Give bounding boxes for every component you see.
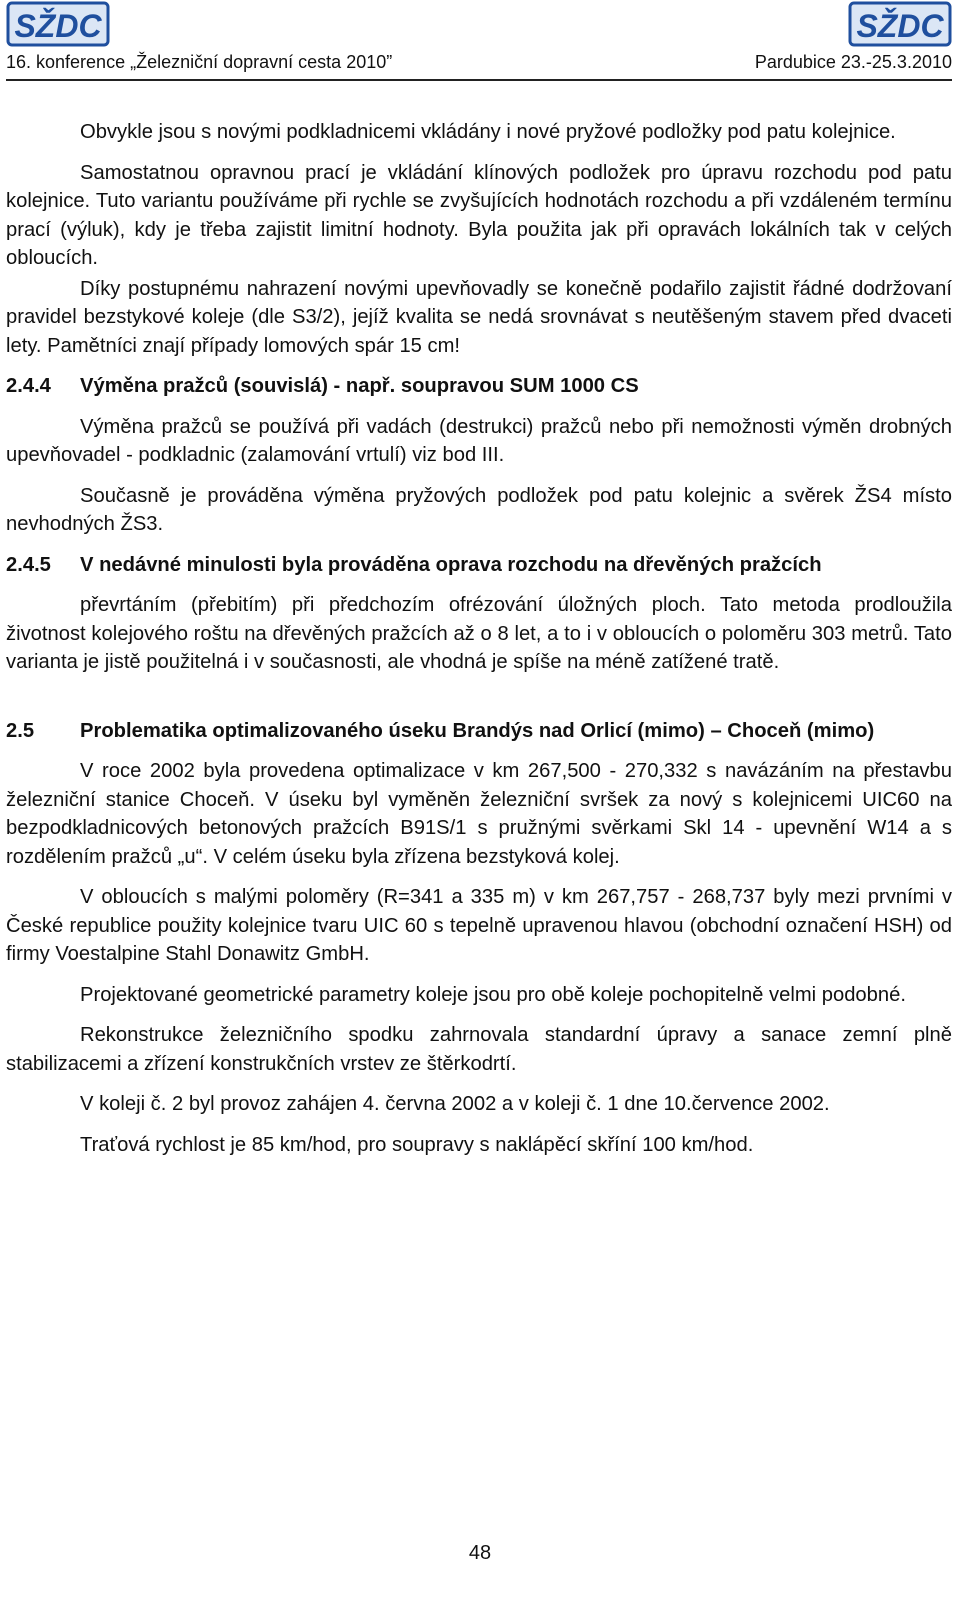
section-number: 2.4.5 bbox=[6, 553, 51, 576]
section-title: V nedávné minulosti byla prováděna oprava rozchodu na dřevěných pražcích bbox=[80, 553, 822, 576]
paragraph: Traťová rychlost je 85 km/hod, pro soupravy s naklápěcí skříní 100 km/hod. bbox=[80, 1133, 754, 1156]
page-header bbox=[6, 0, 952, 86]
section-number: 2.4.4 bbox=[6, 375, 51, 397]
header-divider bbox=[6, 79, 952, 81]
conference-date: Pardubice 23.-25.3.2010 bbox=[754, 52, 952, 72]
paragraph: Samostatnou opravnou prací je vkládání klínových podložek pro úpravu rozchodu pod patu kolejnice. Tuto variantu používáme při rychle se zvyšujících hodnotách rozchodu a při vzdáleném termínu prací (výluk), kdy je třeba zajistit limitní hodnoty. Byla použita jak při opravách lokálních tak v celých obloucích. bbox=[6, 161, 952, 269]
paragraph: Obvykle jsou s novými podkladnicemi vkládány i nové pryžové podložky pod patu kolejnice. bbox=[80, 121, 896, 143]
section-heading bbox=[6, 551, 952, 580]
section-title: Problematika optimalizovaného úseku Brandýs nad Orlicí (mimo) – Choceň (mimo) bbox=[80, 719, 875, 742]
szdc-logo-left bbox=[6, 0, 110, 48]
section-number: 2.5 bbox=[6, 719, 35, 742]
paragraph: převrtáním (přebitím) při předchozím ofrézování úložných ploch. Tato metoda prodloužila životnost kolejového roštu na dřevěných pražcích až o 8 let, a to i v obloucích o poloměru 303 metrů. Tato varianta je jistě použitelná i v současnosti, ale vhodná je spíše na méně zatížené tratě. bbox=[6, 594, 952, 673]
paragraph: V obloucích s malými poloměry (R=341 a 335 m) v km 267,757 - 268,737 byly mezi prvními v České republice použity kolejnice tvaru UIC 60 s tepelně upravenou hlavou (obchodní označení HSH) od firmy Voestalpine Stahl Donawitz GmbH. bbox=[6, 886, 952, 965]
section-title: Výměna pražců (souvislá) - např. soupravou SUM 1000 CS bbox=[80, 375, 639, 397]
paragraph: V roce 2002 byla provedena optimalizace v km 267,500 - 270,332 s navázáním na přestavbu železniční stanice Choceň. V úseku byl vyměněn železniční svršek za nový s kolejnicemi UIC60 na bezpodkladnicových betonových pražcích B91S/1 s pružnými svěrkami Skl 14 - upevnění W14 a s rozdělením pražců „u“. V celém úseku byla zřízena bezstyková kolej. bbox=[6, 760, 952, 868]
conference-title: 16. konference „Železniční dopravní cesta 2010” bbox=[6, 52, 393, 72]
spacer bbox=[6, 689, 952, 707]
page-number: 48 bbox=[468, 1542, 492, 1564]
document-body bbox=[6, 118, 952, 1171]
paragraph: Výměna pražců se používá při vadách (destrukci) pražců nebo při nemožnosti výměn drobných upevňovadel - podkladnic (zalamování vrtulí) viz bod III. bbox=[6, 415, 952, 466]
paragraph: Rekonstrukce železničního spodku zahrnovala standardní úpravy a sanace zemní plně stabilizacemi a zřízení konstrukčních vrstev ze štěrkodrtí. bbox=[6, 1024, 952, 1075]
paragraph: Díky postupnému nahrazení novými upevňovadly se konečně podařilo zajistit řádné dodržovaní pravidel bezstykové koleje (dle S3/2), jejíž kvalita se nedá srovnávat s neutěšeným stavem před dvaceti lety. Pamětníci znají případy lomových spár 15 cm! bbox=[6, 277, 952, 357]
logo-text: SŽDC bbox=[14, 8, 102, 44]
section-heading bbox=[6, 717, 952, 746]
paragraph: Projektované geometrické parametry koleje jsou pro obě koleje pochopitelně velmi podobné. bbox=[80, 983, 906, 1006]
paragraph: Současně je prováděna výměna pryžových podložek pod patu kolejnic a svěrek ŽS4 místo nevhodných ŽS3. bbox=[6, 484, 952, 535]
section-heading bbox=[6, 372, 952, 401]
logo-text: SŽDC bbox=[856, 8, 944, 44]
paragraph: V koleji č. 2 byl provoz zahájen 4. června 2002 a v koleji č. 1 dne 10.července 2002. bbox=[80, 1093, 830, 1115]
szdc-logo-right bbox=[848, 0, 952, 48]
